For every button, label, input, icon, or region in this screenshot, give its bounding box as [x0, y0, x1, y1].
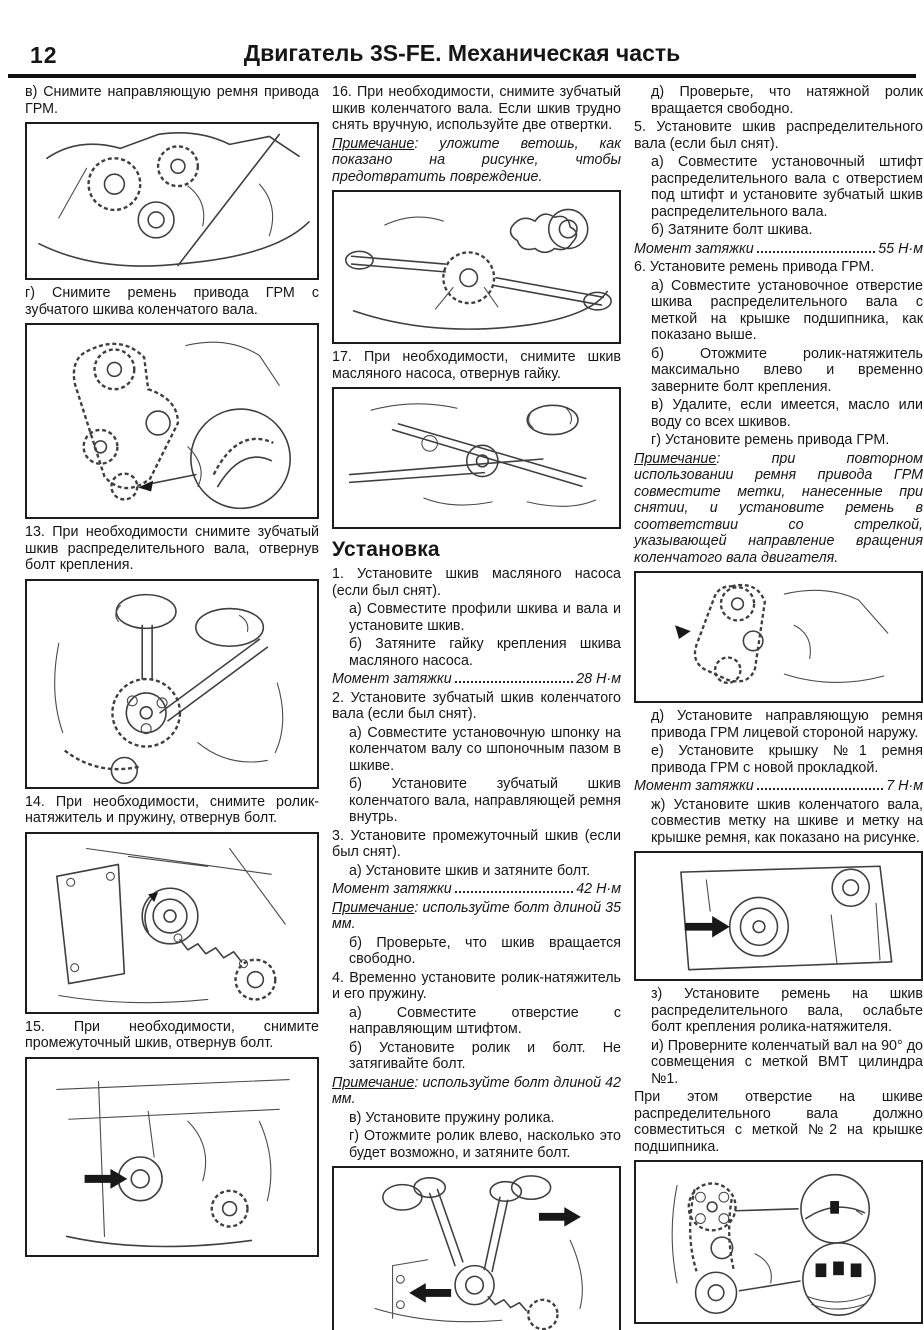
header-rule — [8, 74, 916, 78]
step-item-3: 3. Установите промежуточный шкив (если был снят). — [332, 827, 621, 860]
step-item-14: 14. При необходимости, снимите ролик-натяжитель и пружину, отвернув болт. — [25, 793, 319, 826]
figure-belt-guide-removal — [25, 122, 319, 280]
dot-leader — [757, 251, 876, 253]
content-columns — [25, 84, 923, 1330]
step-item-4a: а) Совместите отверстие с направляющим штифтом. — [349, 1004, 621, 1037]
note-3 — [332, 900, 621, 933]
right-column — [634, 84, 923, 1329]
step-item-4g: г) Отожмите ролик влево, насколько это будет возможно, и затяните болт. — [349, 1128, 621, 1161]
figure-crank-sprocket-screwdrivers — [332, 190, 621, 344]
note-text: : используйте болт длиной 42 мм. — [332, 1074, 621, 1107]
figure-timing-belt-installed — [634, 571, 923, 703]
step-item-5b: б) Затяните болт шкива. — [651, 222, 813, 238]
figure-crankshaft-pulley-mark — [634, 851, 923, 981]
step-item-1a: а) Совместите профили шкива и вала и установите шкив. — [349, 601, 621, 634]
step-item-1: 1. Установите шкив масляного насоса (если был снят). — [332, 566, 621, 599]
engine-line-art — [638, 575, 919, 699]
torque-label: Момент затяжки — [634, 240, 754, 257]
torque-spec-1 — [332, 671, 621, 688]
step-item-17: 17. При необходимости, снимите шкив масляного насоса, отвернув гайку. — [332, 349, 621, 382]
torque-label: Момент затяжки — [332, 881, 452, 897]
note-label: Примечание — [332, 135, 415, 152]
step-item-4b: б) Установите ролик и болт. Не затягивайте болт. — [349, 1039, 621, 1072]
note-text: : при повторном использовании ремня привода ГРМ совместите метки, нанесенные при снятии, и установите ремень в соответствии со стрелкой, указывающей направление вращения коленчатого вала двигателя. — [634, 450, 923, 566]
figure-oil-pump-pulley-removal — [332, 387, 621, 529]
engine-line-art — [336, 194, 617, 340]
figure-idler-pulley-removal — [25, 1057, 319, 1257]
engine-line-art — [336, 1170, 617, 1330]
step-item-6i2: При этом отверстие на шкиве распределительного вала должно совместиться с меткой №2 на крышке подшипника. — [634, 1089, 923, 1155]
step-item-6b: б) Отожмите ролик-натяжитель максимально влево и временно заверните болт крепления. — [651, 345, 923, 395]
section-heading-installation: Установка — [332, 538, 440, 561]
step-item-v: в) Снимите направляющую ремня привода ГРМ. — [25, 84, 319, 117]
dot-leader — [455, 891, 574, 893]
engine-line-art — [29, 126, 315, 276]
engine-line-art — [638, 1164, 919, 1320]
middle-column — [332, 84, 621, 1330]
step-item-6a: а) Совместите установочное отверстие шкива распределительного вала с меткой на крышке подшипника, как показано выше. — [651, 277, 923, 343]
step-item-d: д) Проверьте, что натяжной ролик вращается свободно. — [651, 84, 923, 117]
figure-belt-crank-sprocket-removal — [25, 323, 319, 519]
step-item-5: 5. Установите шкив распределительного вала (если был снят). — [634, 119, 923, 152]
torque-label: Момент затяжки — [634, 778, 754, 794]
torque-value: 42 Н·м — [576, 881, 621, 897]
dot-leader — [455, 681, 574, 683]
step-item-2b: б) Установите зубчатый шкив коленчатого вала, направляющей ремня внутрь. — [349, 776, 621, 825]
step-item-6i: и) Проверните коленчатый вал на 90° до совмещения с меткой ВМТ цилиндра №1. — [651, 1037, 923, 1087]
step-item-4v: в) Установите пружину ролика. — [349, 1109, 555, 1126]
torque-label: Момент затяжки — [332, 671, 452, 687]
torque-value: 55 Н·м — [878, 240, 923, 257]
torque-spec-6 — [634, 778, 923, 795]
torque-spec-3 — [332, 881, 621, 898]
step-item-2a: а) Совместите установочную шпонку на коленчатом валу со шпоночным пазом в шкиве. — [349, 724, 621, 774]
engine-line-art — [29, 1061, 315, 1253]
step-item-16: 16. При необходимости, снимите зубчатый шкив коленчатого вала. Если шкив трудно снять вручную, используйте две отвертки. — [332, 84, 621, 133]
page-title: Двигатель 3S-FE. Механическая часть — [243, 40, 681, 66]
step-item-5a: а) Совместите установочный штифт распределительного вала с отверстием под штифт и установите зубчатый шкив распределительного вала. — [651, 154, 923, 220]
step-item-6e: е) Установите крышку №1 ремня привода ГРМ с новой прокладкой. — [651, 743, 923, 776]
step-item-4: 4. Временно установите ролик-натяжитель и его пружину. — [332, 969, 621, 1002]
step-item-13: 13. При необходимости снимите зубчатый шкив распределительного вала, отвернув болт крепления. — [25, 524, 319, 573]
note-label: Примечание — [634, 450, 717, 467]
step-item-6: 6. Установите ремень привода ГРМ. — [634, 259, 875, 275]
dot-leader — [757, 788, 883, 790]
note-4 — [332, 1075, 621, 1108]
step-item-15: 15. При необходимости, снимите промежуточный шкив, отвернув болт. — [25, 1018, 319, 1051]
torque-value: 7 Н·м — [886, 778, 923, 794]
note-6 — [634, 451, 923, 567]
engine-line-art — [29, 327, 315, 515]
page-number: 12 — [30, 42, 58, 68]
step-item-6zh: ж) Установите шкив коленчатого вала, совместив метку на шкиве и метку на крышке ремня, как показано на рисунке. — [651, 796, 923, 846]
step-item-3b: б) Проверьте, что шкив вращается свободно. — [349, 934, 621, 967]
left-column — [25, 84, 319, 1262]
torque-spec-5 — [634, 241, 923, 258]
figure-timing-marks-detail — [634, 1160, 923, 1324]
note-16 — [332, 136, 621, 186]
figure-tensioner-spring-removal — [25, 832, 319, 1014]
step-item-6v: в) Удалите, если имеется, масло или воду со всех шкивов. — [651, 397, 923, 430]
note-text: : уложите ветошь, как показано на рисунке, чтобы предотвратить повреждение. — [332, 135, 621, 185]
figure-tensioner-adjustment — [332, 1166, 621, 1330]
step-item-g: г) Снимите ремень привода ГРМ с зубчатого шкива коленчатого вала. — [25, 285, 319, 318]
figure-camshaft-sprocket-bolt — [25, 579, 319, 789]
note-text: : используйте болт длиной 35 мм. — [332, 899, 621, 932]
step-item-6g: г) Установите ремень привода ГРМ. — [651, 432, 890, 448]
step-item-6d: д) Установите направляющую ремня привода ГРМ лицевой стороной наружу. — [651, 708, 923, 741]
step-item-1b: б) Затяните гайку крепления шкива масляного насоса. — [349, 636, 621, 669]
step-item-2: 2. Установите зубчатый шкив коленчатого вала (если был снят). — [332, 689, 621, 722]
engine-line-art — [29, 583, 315, 785]
engine-line-art — [336, 391, 617, 525]
step-item-6z: з) Установите ремень на шкив распределительного вала, ослабьте болт крепления ролика-натяжителя. — [651, 986, 923, 1035]
note-label: Примечание — [332, 1074, 415, 1091]
torque-value: 28 Н·м — [576, 671, 621, 687]
engine-line-art — [638, 855, 919, 977]
note-label: Примечание — [332, 899, 415, 916]
engine-line-art — [29, 836, 315, 1010]
step-item-3a: а) Установите шкив и затяните болт. — [349, 862, 591, 879]
